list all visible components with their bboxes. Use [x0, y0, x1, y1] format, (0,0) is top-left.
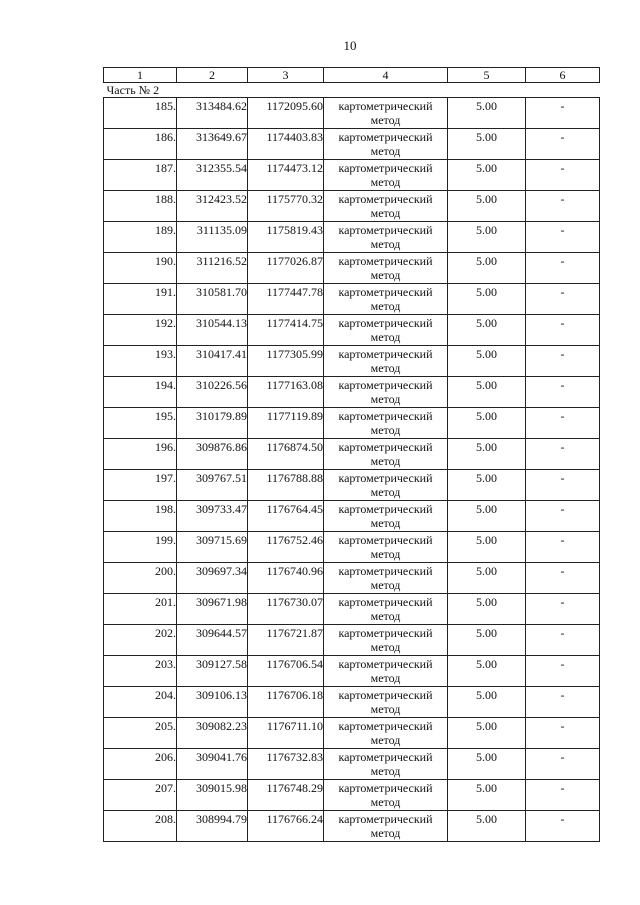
table-row — [104, 718, 600, 749]
accuracy-cell: 5.00 — [448, 315, 526, 346]
x-coordinate: 310226.56 — [177, 377, 248, 408]
y-coordinate: 1174403.83 — [248, 129, 324, 160]
x-coordinate: 309015.98 — [177, 780, 248, 811]
table-row — [104, 811, 600, 842]
point-number: 191. — [104, 284, 177, 315]
table-row — [104, 408, 600, 439]
method-cell: картометрический метод — [324, 191, 448, 222]
y-coordinate: 1176721.87 — [248, 625, 324, 656]
table-row — [104, 501, 600, 532]
table-row — [104, 377, 600, 408]
x-coordinate: 310544.13 — [177, 315, 248, 346]
accuracy-cell: 5.00 — [448, 439, 526, 470]
y-coordinate: 1177414.75 — [248, 315, 324, 346]
column-header-1: 1 — [104, 68, 177, 83]
method-cell: картометрический метод — [324, 687, 448, 718]
y-coordinate: 1176740.96 — [248, 563, 324, 594]
y-coordinate: 1176711.10 — [248, 718, 324, 749]
x-coordinate: 309876.86 — [177, 439, 248, 470]
description-cell: - — [526, 129, 600, 160]
description-cell: - — [526, 563, 600, 594]
accuracy-cell: 5.00 — [448, 191, 526, 222]
accuracy-cell: 5.00 — [448, 563, 526, 594]
y-coordinate: 1176748.29 — [248, 780, 324, 811]
accuracy-cell: 5.00 — [448, 687, 526, 718]
method-cell: картометрический метод — [324, 594, 448, 625]
x-coordinate: 309644.57 — [177, 625, 248, 656]
method-cell: картометрический метод — [324, 563, 448, 594]
table-row — [104, 222, 600, 253]
accuracy-cell: 5.00 — [448, 718, 526, 749]
accuracy-cell: 5.00 — [448, 253, 526, 284]
point-number: 199. — [104, 532, 177, 563]
x-coordinate: 308994.79 — [177, 811, 248, 842]
coordinates-table — [103, 67, 600, 842]
y-coordinate: 1174473.12 — [248, 160, 324, 191]
table-row — [104, 439, 600, 470]
y-coordinate: 1176788.88 — [248, 470, 324, 501]
description-cell: - — [526, 780, 600, 811]
accuracy-cell: 5.00 — [448, 222, 526, 253]
method-cell: картометрический метод — [324, 811, 448, 842]
accuracy-cell: 5.00 — [448, 625, 526, 656]
method-cell: картометрический метод — [324, 284, 448, 315]
point-number: 188. — [104, 191, 177, 222]
x-coordinate: 309106.13 — [177, 687, 248, 718]
x-coordinate: 309082.23 — [177, 718, 248, 749]
y-coordinate: 1177119.89 — [248, 408, 324, 439]
accuracy-cell: 5.00 — [448, 656, 526, 687]
description-cell: - — [526, 470, 600, 501]
x-coordinate: 313649.67 — [177, 129, 248, 160]
y-coordinate: 1176706.54 — [248, 656, 324, 687]
table-row — [104, 253, 600, 284]
x-coordinate: 312355.54 — [177, 160, 248, 191]
point-number: 206. — [104, 749, 177, 780]
column-header-6: 6 — [526, 68, 600, 83]
method-cell: картометрический метод — [324, 377, 448, 408]
accuracy-cell: 5.00 — [448, 377, 526, 408]
description-cell: - — [526, 625, 600, 656]
method-cell: картометрический метод — [324, 315, 448, 346]
x-coordinate: 309127.58 — [177, 656, 248, 687]
table-row — [104, 470, 600, 501]
x-coordinate: 309697.34 — [177, 563, 248, 594]
y-coordinate: 1176766.24 — [248, 811, 324, 842]
method-cell: картометрический метод — [324, 346, 448, 377]
y-coordinate: 1176706.18 — [248, 687, 324, 718]
accuracy-cell: 5.00 — [448, 749, 526, 780]
point-number: 190. — [104, 253, 177, 284]
table-row — [104, 346, 600, 377]
accuracy-cell: 5.00 — [448, 811, 526, 842]
y-coordinate: 1176730.07 — [248, 594, 324, 625]
method-cell: картометрический метод — [324, 749, 448, 780]
column-header-5: 5 — [448, 68, 526, 83]
description-cell: - — [526, 222, 600, 253]
description-cell: - — [526, 656, 600, 687]
point-number: 185. — [104, 98, 177, 129]
table-row — [104, 687, 600, 718]
description-cell: - — [526, 594, 600, 625]
method-cell: картометрический метод — [324, 501, 448, 532]
description-cell: - — [526, 749, 600, 780]
table-row — [104, 284, 600, 315]
y-coordinate: 1177305.99 — [248, 346, 324, 377]
x-coordinate: 310179.89 — [177, 408, 248, 439]
description-cell: - — [526, 284, 600, 315]
column-header-2: 2 — [177, 68, 248, 83]
table-row — [104, 160, 600, 191]
y-coordinate: 1177026.87 — [248, 253, 324, 284]
y-coordinate: 1176752.46 — [248, 532, 324, 563]
accuracy-cell: 5.00 — [448, 532, 526, 563]
part-label: Часть № 2 — [104, 83, 600, 98]
table-row — [104, 129, 600, 160]
x-coordinate: 309671.98 — [177, 594, 248, 625]
point-number: 204. — [104, 687, 177, 718]
x-coordinate: 310417.41 — [177, 346, 248, 377]
y-coordinate: 1175819.43 — [248, 222, 324, 253]
description-cell: - — [526, 532, 600, 563]
table-row — [104, 191, 600, 222]
description-cell: - — [526, 408, 600, 439]
y-coordinate: 1176874.50 — [248, 439, 324, 470]
description-cell: - — [526, 346, 600, 377]
accuracy-cell: 5.00 — [448, 594, 526, 625]
point-number: 208. — [104, 811, 177, 842]
point-number: 195. — [104, 408, 177, 439]
method-cell: картометрический метод — [324, 718, 448, 749]
method-cell: картометрический метод — [324, 160, 448, 191]
accuracy-cell: 5.00 — [448, 346, 526, 377]
method-cell: картометрический метод — [324, 532, 448, 563]
table-row — [104, 749, 600, 780]
table-row — [104, 625, 600, 656]
description-cell: - — [526, 377, 600, 408]
page-number: 10 — [343, 38, 357, 53]
method-cell: картометрический метод — [324, 253, 448, 284]
point-number: 194. — [104, 377, 177, 408]
description-cell: - — [526, 98, 600, 129]
point-number: 201. — [104, 594, 177, 625]
x-coordinate: 312423.52 — [177, 191, 248, 222]
point-number: 205. — [104, 718, 177, 749]
point-number: 202. — [104, 625, 177, 656]
table-row — [104, 594, 600, 625]
column-header-3: 3 — [248, 68, 324, 83]
point-number: 187. — [104, 160, 177, 191]
description-cell: - — [526, 315, 600, 346]
y-coordinate: 1172095.60 — [248, 98, 324, 129]
point-number: 198. — [104, 501, 177, 532]
x-coordinate: 309767.51 — [177, 470, 248, 501]
accuracy-cell: 5.00 — [448, 501, 526, 532]
point-number: 192. — [104, 315, 177, 346]
method-cell: картометрический метод — [324, 408, 448, 439]
x-coordinate: 309733.47 — [177, 501, 248, 532]
point-number: 203. — [104, 656, 177, 687]
description-cell: - — [526, 191, 600, 222]
x-coordinate: 310581.70 — [177, 284, 248, 315]
method-cell: картометрический метод — [324, 439, 448, 470]
y-coordinate: 1177447.78 — [248, 284, 324, 315]
point-number: 193. — [104, 346, 177, 377]
method-cell: картометрический метод — [324, 470, 448, 501]
y-coordinate: 1175770.32 — [248, 191, 324, 222]
column-header-4: 4 — [324, 68, 448, 83]
y-coordinate: 1176764.45 — [248, 501, 324, 532]
accuracy-cell: 5.00 — [448, 160, 526, 191]
method-cell: картометрический метод — [324, 625, 448, 656]
x-coordinate: 311135.09 — [177, 222, 248, 253]
method-cell: картометрический метод — [324, 98, 448, 129]
point-number: 196. — [104, 439, 177, 470]
description-cell: - — [526, 253, 600, 284]
point-number: 186. — [104, 129, 177, 160]
description-cell: - — [526, 811, 600, 842]
accuracy-cell: 5.00 — [448, 470, 526, 501]
method-cell: картометрический метод — [324, 129, 448, 160]
point-number: 200. — [104, 563, 177, 594]
point-number: 197. — [104, 470, 177, 501]
accuracy-cell: 5.00 — [448, 98, 526, 129]
method-cell: картометрический метод — [324, 780, 448, 811]
table-row — [104, 98, 600, 129]
description-cell: - — [526, 160, 600, 191]
method-cell: картометрический метод — [324, 222, 448, 253]
description-cell: - — [526, 501, 600, 532]
y-coordinate: 1177163.08 — [248, 377, 324, 408]
table-header-row — [104, 68, 600, 83]
accuracy-cell: 5.00 — [448, 780, 526, 811]
table-row — [104, 656, 600, 687]
accuracy-cell: 5.00 — [448, 129, 526, 160]
description-cell: - — [526, 439, 600, 470]
x-coordinate: 313484.62 — [177, 98, 248, 129]
table-row — [104, 780, 600, 811]
method-cell: картометрический метод — [324, 656, 448, 687]
x-coordinate: 309715.69 — [177, 532, 248, 563]
description-cell: - — [526, 687, 600, 718]
table-row — [104, 532, 600, 563]
x-coordinate: 311216.52 — [177, 253, 248, 284]
description-cell: - — [526, 718, 600, 749]
part-label-row — [104, 83, 600, 98]
table-row — [104, 315, 600, 346]
y-coordinate: 1176732.83 — [248, 749, 324, 780]
table-row — [104, 563, 600, 594]
accuracy-cell: 5.00 — [448, 408, 526, 439]
point-number: 189. — [104, 222, 177, 253]
x-coordinate: 309041.76 — [177, 749, 248, 780]
point-number: 207. — [104, 780, 177, 811]
accuracy-cell: 5.00 — [448, 284, 526, 315]
